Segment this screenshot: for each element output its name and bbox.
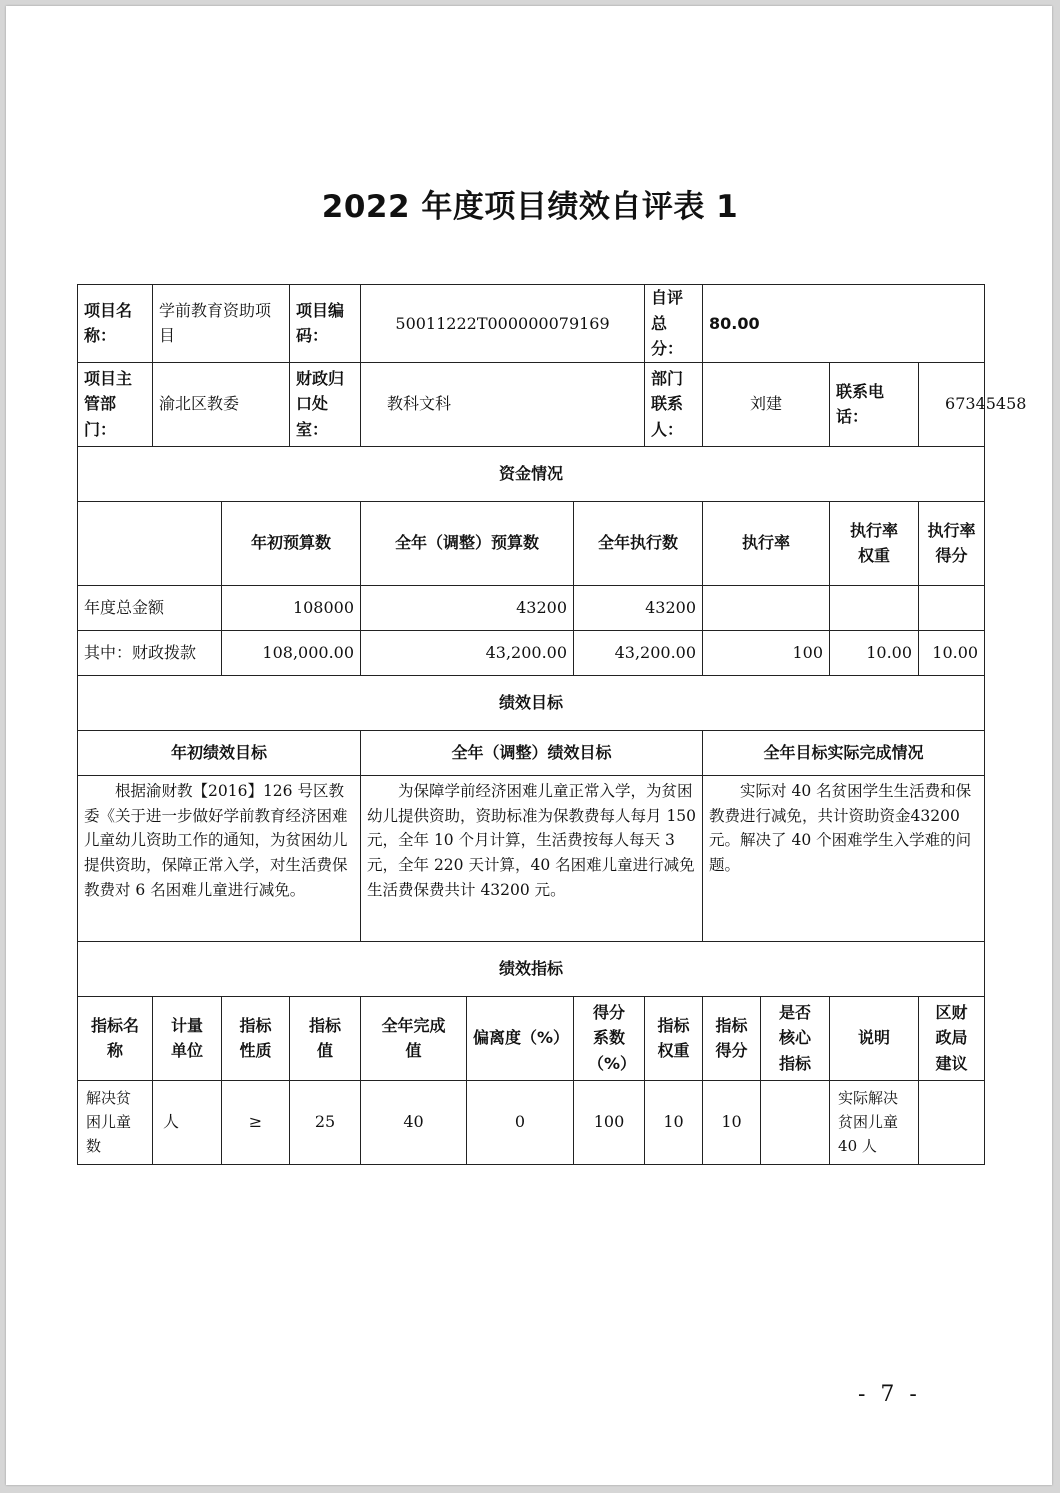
indicators-section-row [78, 941, 985, 996]
funds-cell: 100 [703, 630, 830, 675]
finance-value: 教科文科 [361, 362, 645, 446]
funds-cell: 43200 [574, 585, 703, 630]
evaluation-table [77, 284, 1027, 1165]
phone-label: 联系电话： [830, 362, 919, 446]
funds-header-initial-budget: 年初预算数 [222, 501, 361, 585]
indicator-cell: 25 [290, 1080, 361, 1164]
contact-label: 部门联系人： [645, 362, 703, 446]
project-name-value: 学前教育资助项目 [153, 285, 290, 363]
goals-header-initial: 年初绩效目标 [78, 730, 361, 775]
indicator-cell: ≥ [222, 1080, 290, 1164]
dept-value: 渝北区教委 [153, 362, 290, 446]
indicator-header: 指标权重 [645, 996, 703, 1080]
funds-cell: 10.00 [919, 630, 985, 675]
phone-value: 67345458 [919, 362, 985, 446]
info-row-2 [78, 362, 985, 446]
indicator-cell: 实际解决贫困儿童 40 人 [830, 1080, 919, 1164]
finance-label: 财政归口处室： [290, 362, 361, 446]
indicator-cell [919, 1080, 985, 1164]
funds-header-executed: 全年执行数 [574, 501, 703, 585]
goals-header-adjusted: 全年（调整）绩效目标 [361, 730, 703, 775]
funds-cell [830, 585, 919, 630]
funds-cell [919, 585, 985, 630]
score-label: 自评总分： [645, 285, 703, 363]
goal-adjusted-text: 为保障学前经济困难儿童正常入学，为贫困幼儿提供资助，资助标准为保教费每人每月 150 元，全年 10 个月计算，生活费按每人每天 3 元，全年 220 天计算，40 名困难儿童进行减免生活费保费共计 43200 元。 [361, 775, 703, 941]
page-title: 2022 年度项目绩效自评表 1 [321, 189, 739, 225]
project-code-label: 项目编码： [290, 285, 361, 363]
funds-header-weight: 执行率权重 [830, 501, 919, 585]
indicators-header-row [78, 996, 985, 1080]
goals-section-title: 绩效目标 [78, 675, 985, 730]
goals-header-actual: 全年目标实际完成情况 [703, 730, 985, 775]
indicator-cell: 解决贫困儿童数 [78, 1080, 153, 1164]
funds-cell: 43,200.00 [361, 630, 574, 675]
goal-initial-text: 根据渝财教【2016】126 号区教委《关于进一步做好学前教育经济困难儿童幼儿资助工作的通知，为贫困幼儿提供资助，保障正常入学，对生活费保教费对 6 名困难儿童进行减免。 [78, 775, 361, 941]
page-number: - 7 - [858, 1382, 921, 1407]
indicator-cell: 人 [153, 1080, 222, 1164]
indicator-header: 全年完成值 [361, 996, 467, 1080]
funds-header-adjusted-budget: 全年（调整）预算数 [361, 501, 574, 585]
funds-section-title: 资金情况 [78, 446, 985, 501]
funds-row-label: 其中：财政拨款 [78, 630, 222, 675]
indicator-header: 是否核心指标 [761, 996, 830, 1080]
info-row-1 [78, 285, 985, 363]
funds-cell: 10.00 [830, 630, 919, 675]
funds-row-total [78, 585, 985, 630]
indicator-header: 指标性质 [222, 996, 290, 1080]
contact-value: 刘建 [703, 362, 830, 446]
funds-header-score: 执行率得分 [919, 501, 985, 585]
project-code-value: 50011222T000000079169 [361, 285, 645, 363]
indicator-cell: 100 [574, 1080, 645, 1164]
goals-header-row [78, 730, 985, 775]
indicator-header: 得分系数（%） [574, 996, 645, 1080]
goals-section-row [78, 675, 985, 730]
indicator-cell: 10 [645, 1080, 703, 1164]
indicator-header: 计量单位 [153, 996, 222, 1080]
indicator-header: 说明 [830, 996, 919, 1080]
indicator-row [78, 1080, 985, 1164]
indicator-header: 指标名称 [78, 996, 153, 1080]
indicator-cell: 40 [361, 1080, 467, 1164]
goals-text-row [78, 775, 985, 941]
funds-cell: 43,200.00 [574, 630, 703, 675]
project-name-label: 项目名称： [78, 285, 153, 363]
funds-row-label: 年度总金额 [78, 585, 222, 630]
indicator-cell: 0 [467, 1080, 574, 1164]
indicator-cell: 10 [703, 1080, 761, 1164]
indicators-section-title: 绩效指标 [78, 941, 985, 996]
dept-label: 项目主管部门： [78, 362, 153, 446]
indicator-header: 指标得分 [703, 996, 761, 1080]
indicator-cell [761, 1080, 830, 1164]
funds-cell: 108000 [222, 585, 361, 630]
funds-header-row [78, 501, 985, 585]
score-value: 80.00 [703, 285, 985, 363]
goal-actual-text: 实际对 40 名贫困学生生活费和保教费进行减免，共计资助资金43200 元。解决了 40 个困难学生入学难的问题。 [703, 775, 985, 941]
indicator-header: 偏离度（%） [467, 996, 574, 1080]
funds-cell [703, 585, 830, 630]
indicator-header: 指标值 [290, 996, 361, 1080]
funds-header-rate: 执行率 [703, 501, 830, 585]
funds-row-fiscal [78, 630, 985, 675]
funds-header-blank [78, 501, 222, 585]
funds-cell: 108,000.00 [222, 630, 361, 675]
indicator-header: 区财政局建议 [919, 996, 985, 1080]
funds-section-row [78, 446, 985, 501]
funds-cell: 43200 [361, 585, 574, 630]
